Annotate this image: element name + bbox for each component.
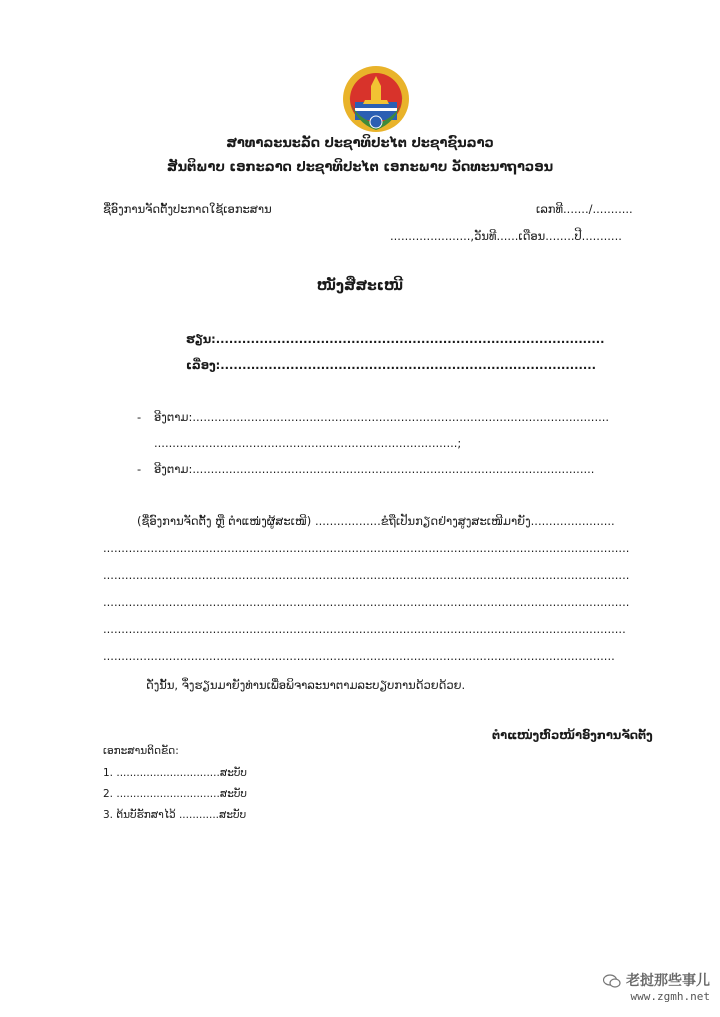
cc-label: ເອກະສານຕິດຂັດ: xyxy=(103,745,179,757)
issuing-org-name: ຊື່ອົງການຈັດຕັ້ງປະກາດໃຊ້ເອກະສານ xyxy=(103,202,272,216)
cc-item: 3. ຕ້ນບັຮັກສາໄວ້ ............ສະບັບ xyxy=(103,809,247,821)
subject-line: ເລື່ອງ:...................................................................................... xyxy=(186,358,596,372)
watermark-url: www.zgmh.net xyxy=(630,990,710,1003)
body-line: ................................................................................................................................................ xyxy=(103,595,630,609)
country-name: ສາທາລະນະລັດ ປະຊາທິປະໄຕ ປະຊາຊົນລາວ xyxy=(226,136,494,151)
reference-bullet: - xyxy=(137,410,142,424)
reference-line: ອີງຕາມ:.................................................................................................................. xyxy=(154,410,610,424)
body-lead: (ຊື່ອົງການຈັດຕັ້ງ ຫຼື ຕຳແໜ່ງຜູ້ສະເໜີ) ..................ຂໍຖືເປັນກຽດຢ່າງສູງສະເໜີມາຍັງ....................... xyxy=(137,514,615,528)
national-motto: ສັນຕິພາບ ເອກະລາດ ປະຊາທິປະໄຕ ເອກະພາບ ວັດທະນາຖາວອນ xyxy=(166,160,554,175)
watermark xyxy=(603,970,710,1003)
date-line: ......................,ວັນທີ......ເດືອນ........ປີ........... xyxy=(390,229,622,243)
signature-title: ຕຳແໜ່ງຫົວໜ້າອົງການຈັດຕັ້ງ xyxy=(492,728,653,742)
body-line: ................................................................................................................................................ xyxy=(103,541,630,555)
document-number: ເລກທີ......./........... xyxy=(536,202,633,216)
watermark-brand: 老挝那些事儿 xyxy=(626,973,710,989)
reference-bullet: - xyxy=(137,462,142,476)
cc-item: 2. ...............................ສະບັບ xyxy=(103,788,247,800)
body-line: ............................................................................................................................................... xyxy=(103,622,626,636)
document-title: ໜັງສືສະເໜີ xyxy=(316,278,404,294)
closing-line: ດັ່ງນັ້ນ, ຈຶ່ງຮຽນມາຍັງທ່ານເພື່ອພິຈາລະນາຕາມລະບຽບການດ້ວຍດ້ວຍ. xyxy=(146,678,466,692)
cc-item: 1. ...............................ສະບັບ xyxy=(103,767,247,779)
reference-line: ອີງຕາມ:.............................................................................................................. xyxy=(154,462,595,476)
reference-line-continued: ...................................................................................; xyxy=(154,436,462,450)
lao-national-emblem-icon xyxy=(341,64,411,134)
wechat-icon xyxy=(603,974,621,988)
to-line: ຮຽນ:......................................................................................... xyxy=(186,332,605,346)
body-line: ................................................................................................................................................ xyxy=(103,568,630,582)
body-line: ............................................................................................................................................ xyxy=(103,649,615,663)
